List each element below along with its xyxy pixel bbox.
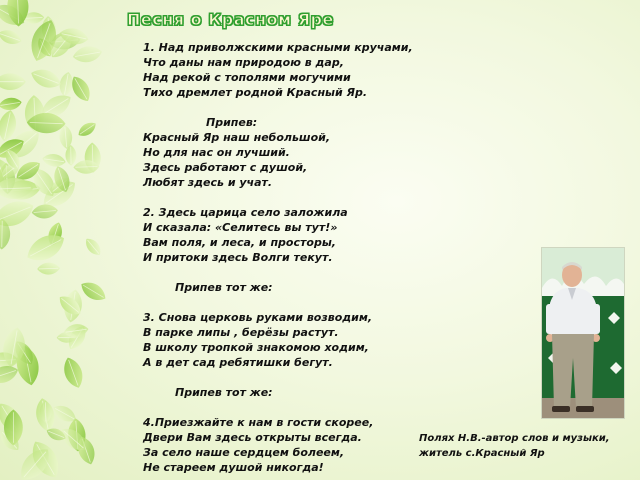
chorus-repeat-label: Припев тот же: [175,386,273,399]
lyric-line: В парке липы , берёзы растут. [143,326,339,339]
lyric-line: Тихо дремлет родной Красный Яр. [143,86,368,99]
lyric-line: В школу тропкой знакомою ходим, [143,341,369,354]
photo-caption [419,431,639,461]
lyric-line: За село наше сердцем болеем, [143,446,345,459]
lyric-line: А в дет сад ребятишки бегут. [143,356,333,369]
caption-residence-line: житель с.Красный Яр [419,448,545,459]
lyric-line: 2. Здесь царица село заложила [143,206,348,219]
lyric-line: Что даны нам природою в дар, [143,56,344,69]
chorus-line: Любят здесь и учат. [143,176,273,189]
page-title: Песня о Красном Яре [127,10,334,29]
lyric-line: Не стареем душой никогда! [143,461,324,474]
lyric-line: 4.Приезжайте к нам в гости скорее, [143,416,374,429]
chorus-line: Но для нас он лучший. [143,146,290,159]
author-photo [541,247,625,419]
lyric-line: 3. Снова церковь руками возводим, [143,311,373,324]
caption-author-line: Полях Н.В.-автор слов и музыки, [419,433,610,444]
lyric-line: Двери Вам здесь открыты всегда. [143,431,362,444]
man-portrait-icon [542,248,624,418]
leaf-icon [0,27,24,47]
chorus-line: Здесь работают с душой, [143,161,308,174]
chorus-heading: Припев: [206,116,258,129]
chorus-line: Красный Яр наш небольшой, [143,131,331,144]
song-lyrics [143,40,433,475]
lyric-line: Над рекой с тополями могучими [143,71,351,84]
lyric-line: 1. Над приволжскими красными кручами, [143,41,413,54]
lyric-line: И сказала: «Селитесь вы тут!» [143,221,338,234]
lyric-line: И притоки здесь Волги текут. [143,251,333,264]
lyric-line: Вам поля, и леса, и просторы, [143,236,336,249]
leaf-border-decoration [0,0,110,480]
chorus-repeat-label: Припев тот же: [175,281,273,294]
